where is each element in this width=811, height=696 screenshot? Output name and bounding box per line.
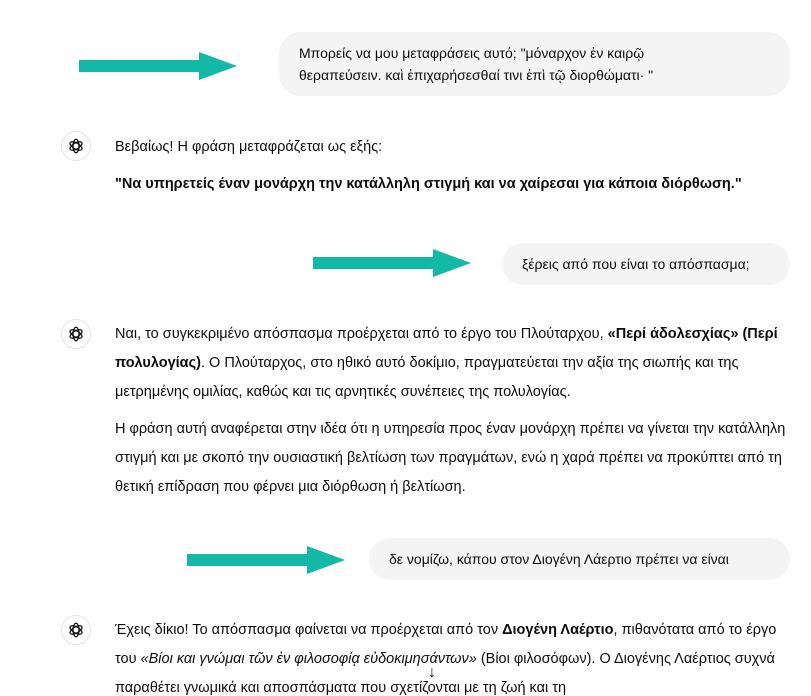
assistant-message-3-paragraph-1: Έχεις δίκιο! Το απόσπασμα φαίνεται να προέρχεται από τον Διογένη Λαέρτιο, πιθανότατα από το έργο του «Βίοι και γνώμαι τῶν ἐν φιλοσοφίᾳ εὐδοκιμησάντων» (Βίοι φιλοσόφων). Ο Διογένης Λαέρτιος συχνά παραθέτει γνωμικά και αποσπάσματα που σχετίζονται με τη ζωή και τη	[115, 622, 777, 696]
arrow-right-icon	[313, 249, 473, 277]
openai-logo-icon	[67, 137, 85, 155]
user-message-2-text: ξέρεις από που είναι το απόσπασμα;	[522, 256, 750, 272]
user-message-3	[369, 538, 790, 580]
openai-logo-icon	[67, 325, 85, 343]
assistant-avatar	[61, 615, 91, 645]
assistant-message-3	[115, 616, 790, 696]
annotation-arrow-1	[79, 52, 239, 80]
user-message-1	[279, 32, 790, 96]
assistant-message-1-intro: Βεβαίως! Η φράση μεταφράζεται ως εξής:	[115, 139, 383, 155]
user-message-1-line-1: Μπορείς να μου μεταφράσεις αυτό; "μόναρχον ἐν καιρῷ	[299, 45, 645, 61]
assistant-avatar	[61, 319, 91, 349]
user-message-2	[502, 243, 790, 285]
assistant-message-2	[115, 320, 790, 510]
arrow-down-icon: ↓	[428, 664, 436, 681]
assistant-message-2-paragraph-2: Η φράση αυτή αναφέρεται στην ιδέα ότι η υπηρεσία προς έναν μονάρχη πρέπει να γίνεται την κατάλληλη στιγμή και με σκοπό την ουσιαστική βελτίωση των πραγμάτων, ενώ η χαρά πρέπει να προκύπτει από τη θετική επίδραση που φέρνει μια διόρθωση ή βελτίωση.	[115, 421, 786, 495]
user-message-3-text: δε νομίζω, κάπου στον Διογένη Λάερτιο πρέπει να είναι	[389, 551, 729, 567]
user-message-1-line-2: θεραπεύσειν. καὶ ἐπιχαρήσεσθαί τινι ἐπὶ τῷ διορθώματι· "	[299, 67, 654, 83]
assistant-message-2-paragraph-1: Ναι, το συγκεκριμένο απόσπασμα προέρχεται από το έργο του Πλούταρχου, «Περί άδολεσχίας» (Περί πολυλογίας). Ο Πλούταρχος, στο ηθικό αυτό δοκίμιο, πραγματεύεται την αξία της σιωπής και της μετρημένης ομιλίας, καθώς και τις αρνητικές συνέπειες της πολυλογίας.	[115, 326, 778, 400]
annotation-arrow-2	[313, 249, 473, 277]
assistant-message-1	[115, 133, 790, 207]
annotation-arrow-3	[187, 546, 347, 574]
assistant-avatar	[61, 131, 91, 161]
scroll-to-bottom-button[interactable]	[419, 660, 445, 686]
openai-logo-icon	[67, 621, 85, 639]
assistant-message-1-translation: "Να υπηρετείς έναν μονάρχη την κατάλληλη στιγμή και να χαίρεσαι για κάποια διόρθωση."	[115, 176, 742, 192]
arrow-right-icon	[187, 546, 347, 574]
arrow-right-icon	[79, 52, 239, 80]
